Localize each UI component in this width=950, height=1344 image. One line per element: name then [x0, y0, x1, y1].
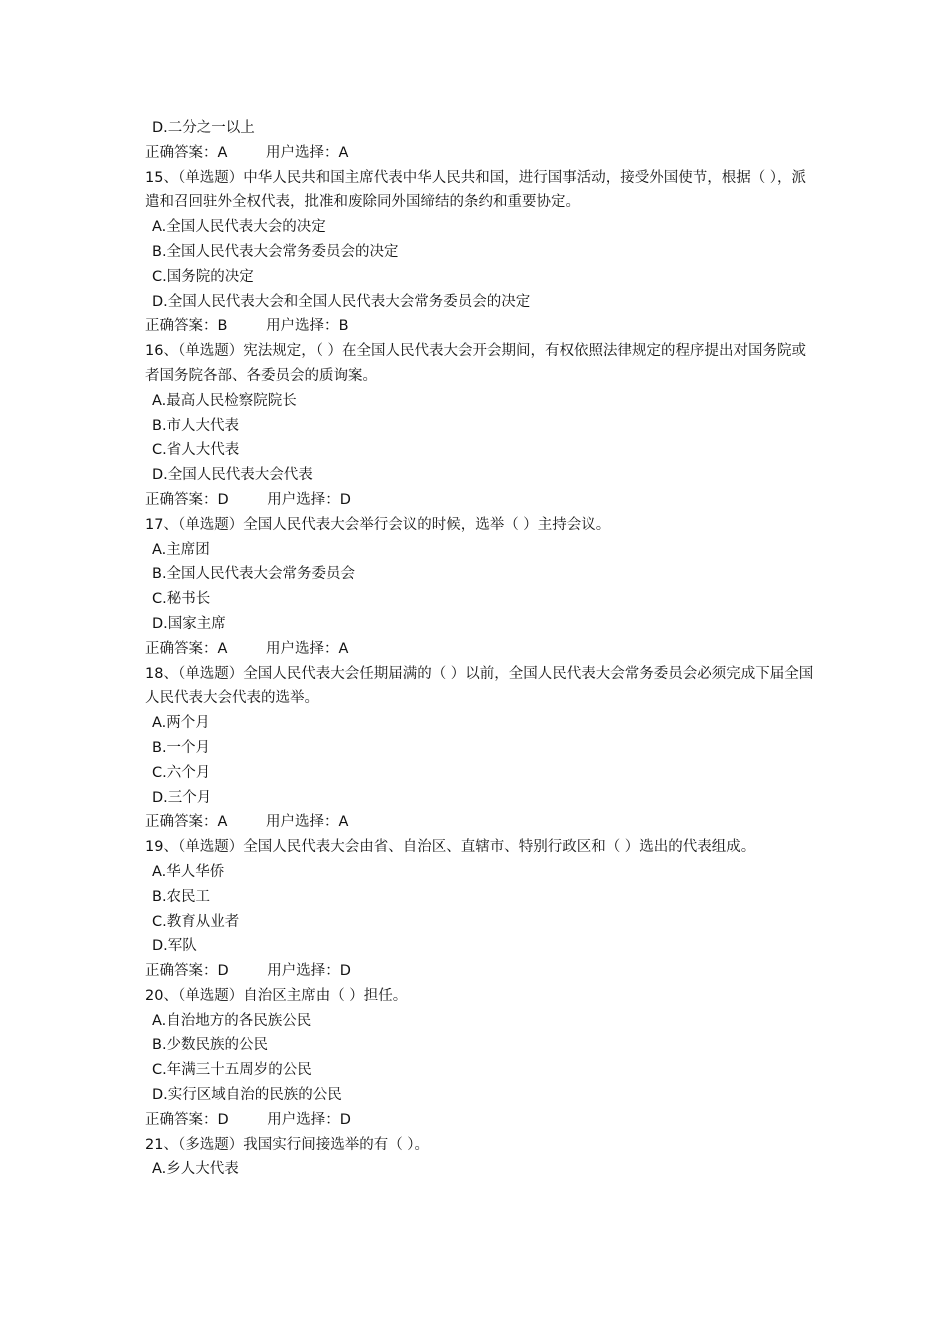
option-c: C.六个月 — [152, 764, 211, 781]
question-17: 17、（单选题）全国人民代表大会举行会议的时候，选举（ ）主持会议。 — [145, 516, 611, 533]
answer-line-q19 — [145, 959, 815, 984]
answer-line-q17 — [145, 637, 815, 662]
question-16: 16、（单选题）宪法规定，（ ）在全国人民代表大会开会期间，有权依照法律规定的程序提出对国务院或者国务院各部、各委员会的质询案。 — [145, 343, 807, 384]
option-b: B.市人大代表 — [152, 417, 240, 434]
answer-line-q20 — [145, 1108, 815, 1133]
user-choice-value: A — [338, 640, 349, 657]
option-c: C.省人大代表 — [152, 442, 240, 459]
option-d: D.实行区域自治的民族的公民 — [152, 1087, 342, 1104]
correct-answer-value: A — [217, 144, 228, 161]
correct-answer-value: B — [217, 318, 228, 335]
answer-line-q15 — [145, 314, 815, 339]
question-15: 15、（单选题）中华人民共和国主席代表中华人民共和国，进行国事活动，接受外国使节，根据（ ），派遣和召回驻外全权代表，批准和废除同外国缔结的条约和重要协定。 — [145, 169, 807, 211]
user-choice-label: 用户选择： — [267, 963, 340, 980]
option-b: B.少数民族的公民 — [152, 1037, 269, 1054]
option-a: A.主席团 — [152, 541, 210, 558]
correct-answer-label: 正确答案： — [145, 318, 218, 335]
user-choice-label: 用户选择： — [266, 144, 339, 161]
question-21: 21、（多选题）我国实行间接选举的有（ ）。 — [145, 1136, 430, 1153]
user-choice-value: B — [338, 318, 349, 335]
user-choice-label: 用户选择： — [267, 491, 340, 508]
question-19: 19、（单选题）全国人民代表大会由省、自治区、直辖市、特别行政区和（ ）选出的代表组成。 — [145, 839, 756, 856]
answer-line-q14 — [145, 141, 815, 166]
option-d: D.军队 — [152, 938, 197, 955]
correct-answer-label: 正确答案： — [145, 491, 218, 508]
option-c: C.教育从业者 — [152, 913, 240, 930]
option-b: B.全国人民代表大会常务委员会 — [152, 566, 356, 583]
correct-answer-label: 正确答案： — [145, 963, 218, 980]
user-choice-value: D — [339, 491, 351, 508]
option-c: C.国务院的决定 — [152, 268, 254, 285]
option-d: D.三个月 — [152, 789, 212, 806]
option-a: A.乡人大代表 — [152, 1161, 239, 1178]
question-18: 18、（单选题）全国人民代表大会任期届满的（ ）以前，全国人民代表大会常务委员会必须完成下届全国人民代表大会代表的选举。 — [145, 665, 814, 707]
correct-answer-value: D — [217, 1111, 229, 1128]
user-choice-value: D — [339, 963, 351, 980]
option-a: A.最高人民检察院院长 — [152, 392, 297, 409]
option-c: C.年满三十五周岁的公民 — [152, 1062, 312, 1079]
option-d: D.国家主席 — [152, 615, 226, 632]
option-a: A.华人华侨 — [152, 863, 225, 880]
user-choice-label: 用户选择： — [266, 814, 339, 831]
correct-answer-value: D — [217, 491, 229, 508]
answer-line-q18 — [145, 810, 815, 835]
document-page — [145, 116, 815, 1182]
correct-answer-label: 正确答案： — [145, 1111, 218, 1128]
user-choice-label: 用户选择： — [267, 1111, 340, 1128]
user-choice-label: 用户选择： — [266, 640, 339, 657]
option-b: B.农民工 — [152, 888, 211, 905]
option-a: A.全国人民代表大会的决定 — [152, 219, 326, 236]
correct-answer-value: D — [217, 963, 229, 980]
correct-answer-label: 正确答案： — [145, 640, 218, 657]
user-choice-value: A — [338, 814, 349, 831]
correct-answer-label: 正确答案： — [145, 814, 218, 831]
correct-answer-value: A — [217, 640, 228, 657]
answer-line-q16 — [145, 488, 815, 513]
option-b: B.全国人民代表大会常务委员会的决定 — [152, 243, 399, 260]
option-a: A.自治地方的各民族公民 — [152, 1012, 312, 1029]
correct-answer-label: 正确答案： — [145, 144, 218, 161]
user-choice-value: A — [338, 144, 349, 161]
option-b: B.一个月 — [152, 739, 211, 756]
user-choice-label: 用户选择： — [266, 318, 339, 335]
correct-answer-value: A — [217, 814, 228, 831]
option-d: D.全国人民代表大会代表 — [152, 467, 313, 484]
question-20: 20、（单选题）自治区主席由（ ）担任。 — [145, 987, 408, 1004]
user-choice-value: D — [339, 1111, 351, 1128]
option-a: A.两个月 — [152, 715, 210, 732]
option-d: D.全国人民代表大会和全国人民代表大会常务委员会的决定 — [152, 293, 531, 310]
option-c: C.秘书长 — [152, 591, 211, 608]
option-d-q14: D.二分之一以上 — [152, 120, 255, 136]
